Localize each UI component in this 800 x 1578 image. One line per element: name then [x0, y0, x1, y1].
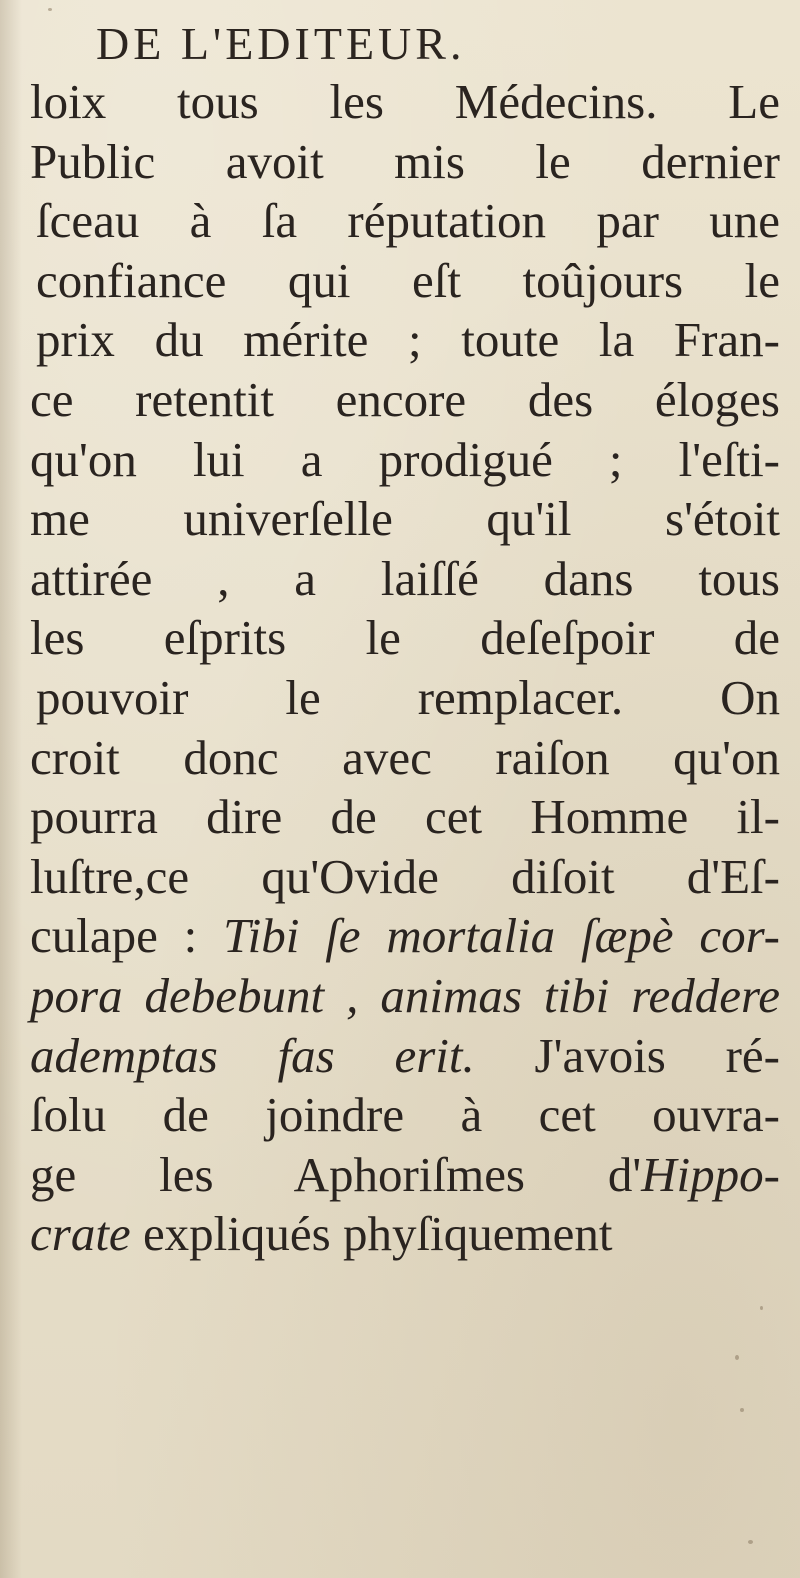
text-line: Public avoit mis le dernier — [30, 133, 780, 189]
paper-speck — [760, 1306, 763, 1310]
roman-text: J'avois ré- — [474, 1027, 781, 1083]
text-line: croit donc avec raiſon qu'on — [30, 729, 780, 785]
body-text — [30, 72, 780, 1264]
text-line: ce retentit encore des éloges — [30, 371, 780, 427]
text-line — [30, 906, 780, 966]
text-line: confiance qui eſt toûjours le — [36, 252, 780, 308]
latin-quotation: ademptas fas erit. — [30, 1027, 475, 1083]
roman-text: ge les Aphoriſmes d' — [30, 1146, 642, 1202]
text-line: qu'on lui a prodigué ; l'eſti- — [30, 431, 780, 487]
text-line: pourra dire de cet Homme il- — [30, 789, 780, 845]
text-line: prix du mérite ; toute la Fran- — [36, 312, 780, 368]
text-line: luſtre,ce qu'Ovide diſoit d'Eſ- — [30, 848, 780, 904]
gutter-shadow — [0, 0, 22, 1578]
roman-text: expliqués phyſiquement — [130, 1206, 613, 1262]
text-line — [30, 1204, 780, 1264]
author-name: crate — [30, 1206, 131, 1262]
text-line — [30, 1145, 780, 1205]
author-name: Hippo- — [641, 1146, 780, 1202]
paper-speck — [740, 1408, 744, 1412]
text-line: loix tous les Médecins. Le — [30, 74, 780, 129]
paper-speck — [735, 1355, 739, 1360]
text-line: attirée , a laiſſé dans tous — [30, 550, 780, 606]
running-head: DE L'EDITEUR. — [96, 18, 466, 69]
text-line: ſolu de joindre à cet ouvra- — [30, 1087, 780, 1143]
paper-speck — [48, 8, 52, 11]
paper-speck — [748, 1540, 753, 1544]
text-line: ſceau à ſa réputation par une — [36, 193, 780, 249]
text-line: les eſprits le deſeſpoir de — [30, 610, 780, 666]
text-line: me univerſelle qu'il s'étoit — [30, 491, 780, 547]
roman-text: culape : — [30, 908, 224, 964]
latin-quotation: pora debebunt , animas tibi reddere — [30, 967, 780, 1023]
latin-quotation: Tibi ſe mortalia ſæpè cor- — [223, 908, 780, 964]
text-line: pouvoir le remplacer. On — [36, 669, 780, 725]
text-line — [30, 1026, 780, 1086]
